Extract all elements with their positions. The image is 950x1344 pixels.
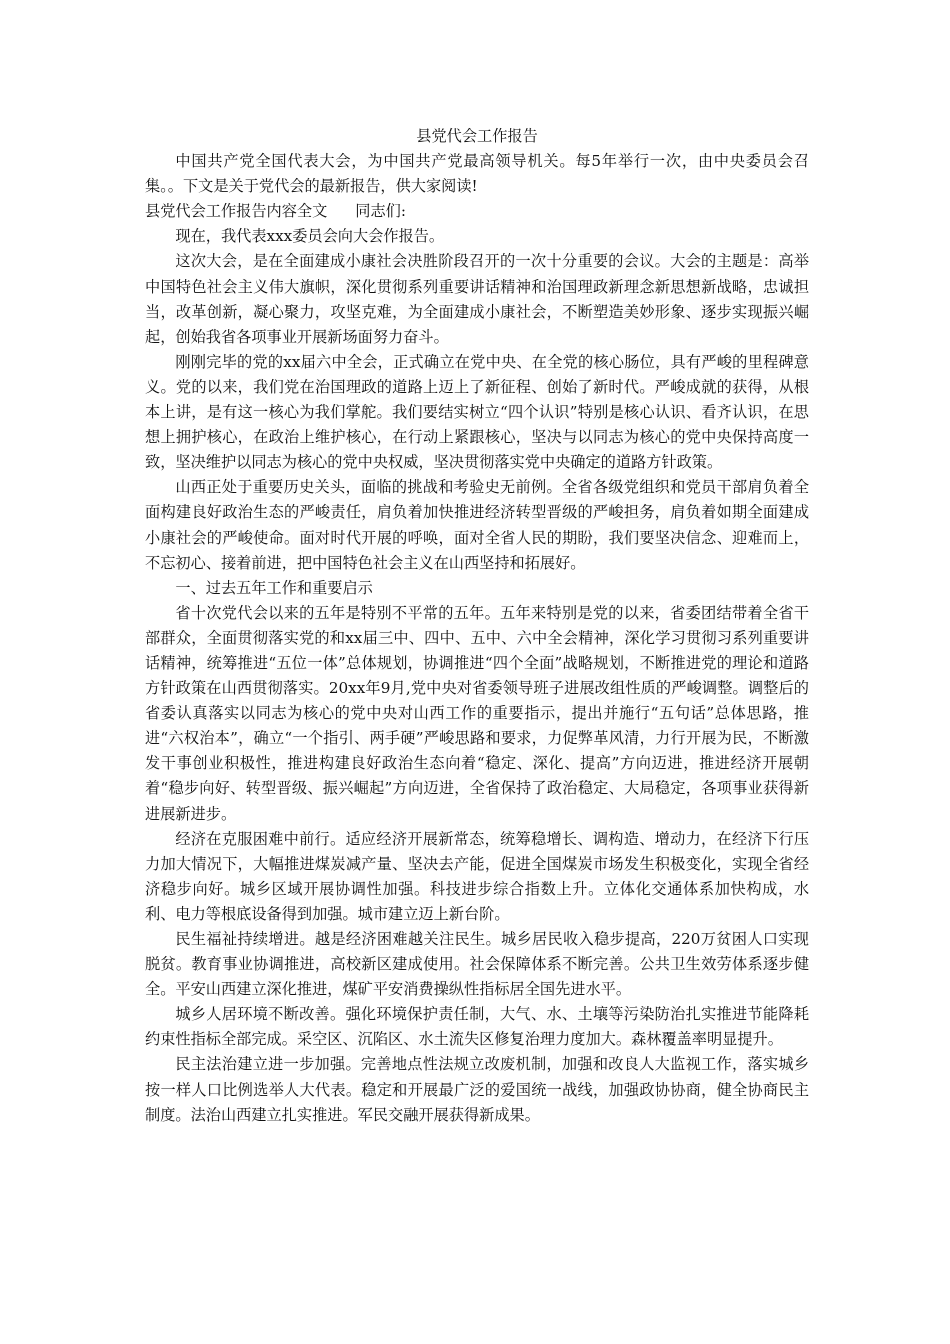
- subheading-line: [145, 199, 809, 224]
- body-paragraph: 山西正处于重要历史关头，面临的挑战和考验史无前例。全省各级党组织和党员干部肩负着全面构建良好政治生态的严峻责任，肩负着加快推进经济转型晋级的严峻担务，肩负着如期全面建成小康社会的严峻使命。面对时代开展的呼唤，面对全省人民的期盼，我们要坚决信念、迎难而上，不忘初心、接着前进，把中国特色社会主义在山西坚持和拓展好。: [145, 478, 809, 572]
- document-body: [145, 124, 809, 1128]
- body-paragraph: 这次大会，是在全面建成小康社会决胜阶段召开的一次十分重要的会议。大会的主题是：高举中国特色社会主义伟大旗帜，深化贯彻系列重要讲话精神和治国理政新理念新思想新战略，忠诚担当，改革创新，凝心聚力，攻坚克难，为全面建成小康社会，不断塑造美妙形象、逐步实现振兴崛起，创始我省各项事业开展新场面努力奋斗。: [145, 252, 809, 346]
- subheading-left: 县党代会工作报告内容全文: [145, 202, 328, 221]
- body-paragraph: 省十次党代会以来的五年是特别不平常的五年。五年来特别是党的以来，省委团结带着全省干部群众，全面贯彻落实党的和xx届三中、四中、五中、六中全会精神，深化学习贯彻习系列重要讲话精神，统筹推进“五位一体”总体规划，协调推进“四个全面”战略规划，不断推进党的理论和道路方针政策在山西贯彻落实。20xx年9月,党中央对省委领导班子进展改组性质的严峻调整。调整后的省委认真落实以同志为核心的党中央对山西工作的重要指示，提出并施行“五句话”总体思路，推进“六权治本”，确立“一个指引、两手硬”严峻思路和要求，力促弊革风清，力行开展为民，不断激发干事创业积极性，推进构建良好政治生态向着“稳定、深化、提高”方向迈进，推进经济开展朝着“稳步向好、转型晋级、振兴崛起”方向迈进，全省保持了政治稳定、大局稳定，各项事业获得新进展新进步。: [145, 603, 809, 823]
- document-title: 县党代会工作报告: [416, 127, 538, 145]
- body-paragraph: 民生福祉持续增进。越是经济困难越关注民生。城乡居民收入稳步提高，220万贫困人口实现脱贫。教育事业协调推进，高校新区建成使用。社会保障体系不断完善。公共卫生效劳体系逐步健全。平安山西建立深化推进，煤矿平安消费操纵性指标居全国先进水平。: [145, 930, 809, 999]
- section-heading: 一、过去五年工作和重要启示: [175, 578, 373, 597]
- intro-paragraph: 中国共产党全国代表大会，为中国共产党最高领导机关。每5年举行一次，由中央委员会召集。。下文是关于党代会的最新报告，供大家阅读!: [145, 152, 809, 196]
- body-paragraph: 现在，我代表xxx委员会向大会作报告。: [175, 227, 445, 246]
- salutation: 同志们:: [355, 202, 406, 221]
- body-paragraph: 刚刚完毕的党的xx届六中全会，正式确立在党中央、在全党的核心肠位，具有严峻的里程碑意义。党的以来，我们党在治国理政的道路上迈上了新征程、创始了新时代。严峻成就的获得，从根本上讲，是有这一核心为我们掌舵。我们要结实树立“四个认识”特别是核心认识、看齐认识，在思想上拥护核心，在政治上维护核心，在行动上紧跟核心，坚决与以同志为核心的党中央保持高度一致，坚决维护以同志为核心的党中央权威，坚决贯彻落实党中央确定的道路方针政策。: [145, 352, 809, 472]
- body-paragraph: 城乡人居环境不断改善。强化环境保护责任制，大气、水、土壤等污染防治扎实推进节能降耗约束性指标全部完成。采空区、沉陷区、水土流失区修复治理力度加大。森林覆盖率明显提升。: [145, 1005, 809, 1049]
- body-paragraph: 民主法治建立进一步加强。完善地点性法规立改废机制，加强和改良人大监视工作，落实城乡按一样人口比例选举人大代表。稳定和开展最广泛的爱国统一战线，加强政协协商，健全协商民主制度。法治山西建立扎实推进。军民交融开展获得新成果。: [145, 1055, 809, 1124]
- body-paragraph: 经济在克服困难中前行。适应经济开展新常态，统筹稳增长、调构造、增动力，在经济下行压力加大情况下，大幅推进煤炭减产量、坚决去产能，促进全国煤炭市场发生积极变化，实现全省经济稳步向好。城乡区域开展协调性加强。科技进步综合指数上升。立体化交通体系加快构成，水利、电力等根底设备得到加强。城市建立迈上新台阶。: [145, 829, 809, 923]
